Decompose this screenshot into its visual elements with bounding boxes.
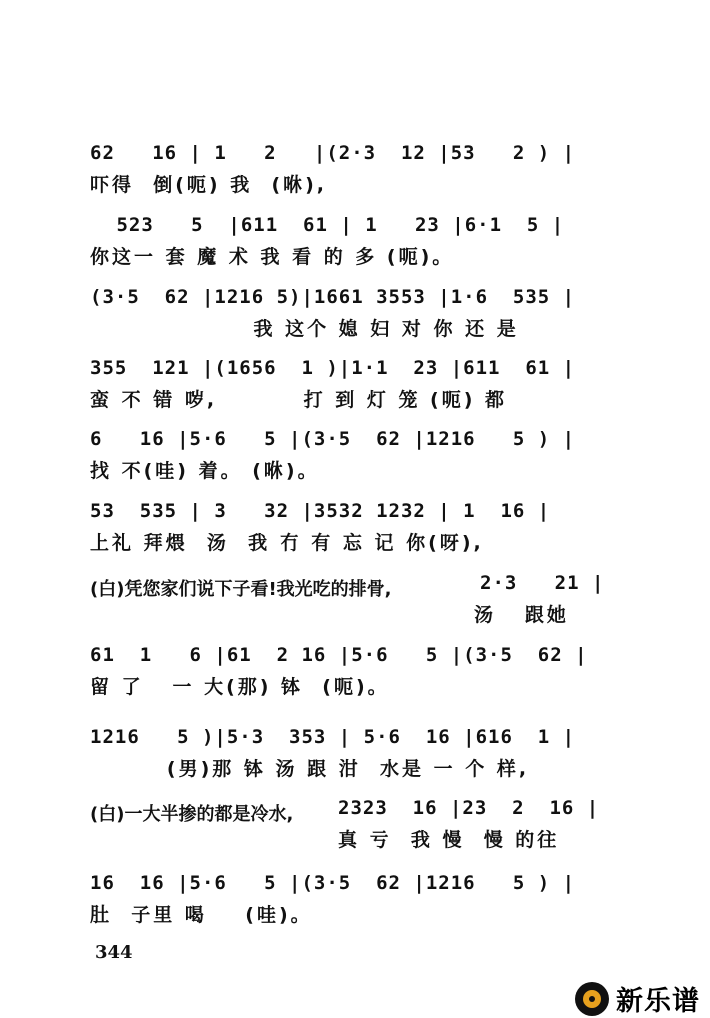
music-system-10 (0, 797, 710, 857)
numbered-notation-line: 16 16 |5·6 5 |(3·5 62 |1216 5 ) | (90, 872, 576, 894)
numbered-notation-line: 355 121 |(1656 1 )|1·1 23 |611 61 | (90, 357, 576, 379)
numbered-notation-line: 2·3 21 | (480, 572, 605, 594)
music-system-3 (0, 286, 710, 346)
music-system-1 (0, 142, 710, 202)
lyrics-line: 上礼 拜煨 汤 我 冇 有 忘 记 你(呀), (90, 532, 484, 554)
lyrics-line: 我 这个 媳 妇 对 你 还 是 (90, 318, 519, 340)
music-system-2 (0, 214, 710, 274)
numbered-notation-line: 62 16 | 1 2 |(2·3 12 |53 2 ) | (90, 142, 576, 164)
music-system-5 (0, 428, 710, 488)
lyrics-line: 留 了 一 大(那) 钵 (呃)。 (90, 676, 390, 698)
lyrics-line: (男)那 钵 汤 跟 泔 水是 一 个 样, (90, 758, 530, 780)
numbered-notation-line: 6 16 |5·6 5 |(3·5 62 |1216 5 ) | (90, 428, 576, 450)
music-system-9 (0, 726, 710, 786)
numbered-notation-line: 2323 16 |23 2 16 | (338, 797, 600, 819)
watermark-logo (575, 979, 700, 1018)
music-disc-icon (575, 982, 609, 1016)
lyrics-line: 蛮 不 错 哕, 打 到 灯 笼 (呃) 都 (90, 389, 508, 411)
lyrics-line: 肚 子里 喝 (哇)。 (90, 904, 313, 926)
music-system-11 (0, 872, 710, 932)
lyrics-line: 你这一 套 魔 术 我 看 的 多 (呃)。 (90, 246, 455, 268)
watermark-text: 新乐谱 (616, 986, 700, 1017)
music-system-6 (0, 500, 710, 560)
numbered-notation-line: 53 535 | 3 32 |3532 1232 | 1 16 | (90, 500, 551, 522)
spoken-line: (白)一大半掺的都是冷水, (90, 804, 294, 825)
lyrics-line: 吓得 倒(呃) 我 (咻), (90, 174, 328, 196)
numbered-notation-line: 61 1 6 |61 2 16 |5·6 5 |(3·5 62 | (90, 644, 588, 666)
lyrics-line: 汤 跟她 (474, 604, 569, 626)
spoken-line: (白)凭您家们说下子看!我光吃的排骨, (90, 579, 392, 600)
music-system-8 (0, 644, 710, 704)
numbered-notation-line: 523 5 |611 61 | 1 23 |6·1 5 | (104, 214, 565, 236)
page-number: 344 (95, 942, 133, 963)
numbered-notation-line: (3·5 62 |1216 5)|1661 3553 |1·6 535 | (90, 286, 576, 308)
music-system-7 (0, 572, 710, 632)
music-system-4 (0, 357, 710, 417)
lyrics-line: 真 亏 我 慢 慢 的往 (338, 829, 560, 851)
numbered-notation-line: 1216 5 )|5·3 353 | 5·6 16 |616 1 | (90, 726, 576, 748)
lyrics-line: 找 不(哇) 着。 (咻)。 (90, 460, 320, 482)
